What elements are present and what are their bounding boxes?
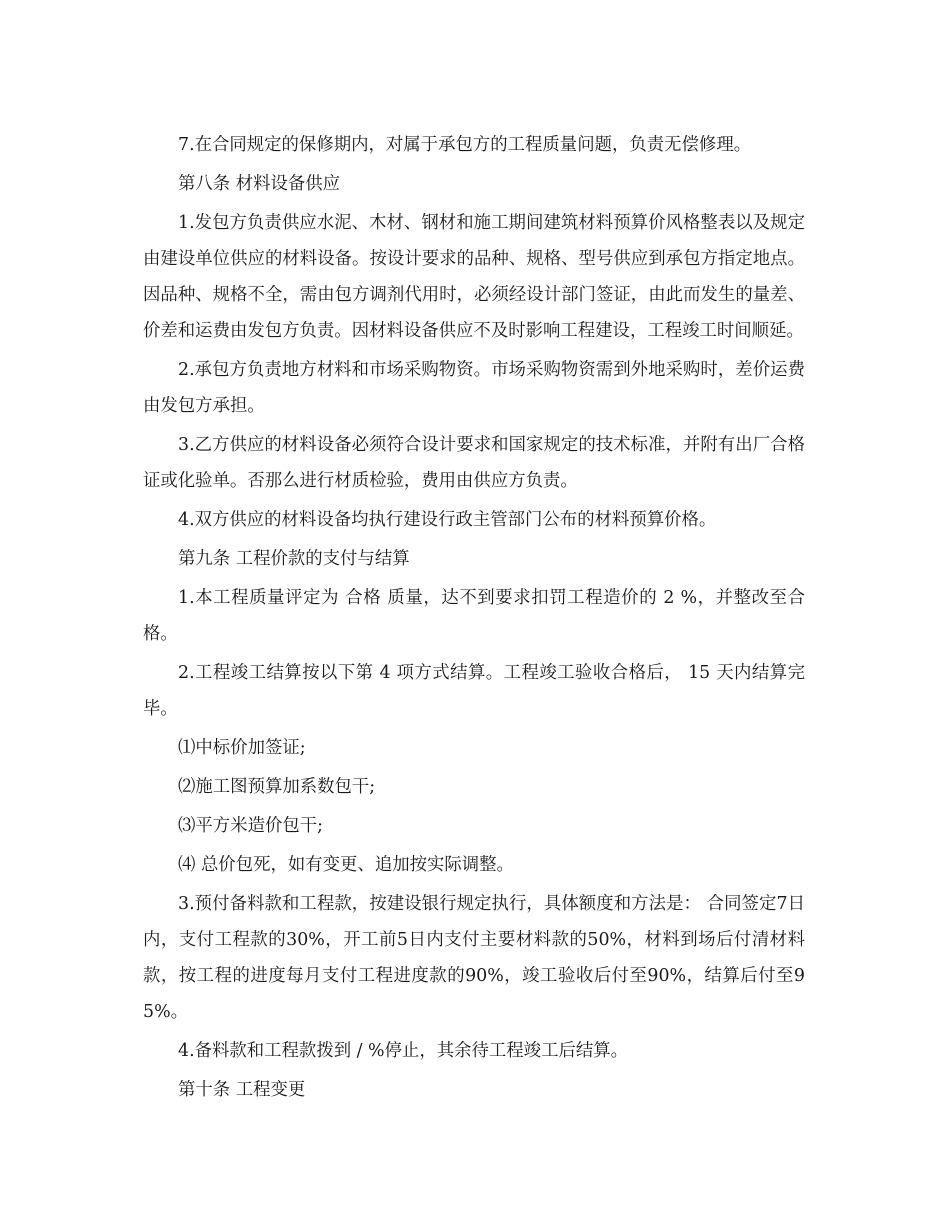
article-8-clause-4: 4.双方供应的材料设备均执行建设行政主管部门公布的材料预算价格。 <box>178 510 717 530</box>
settlement-option-4: ⑷ 总价包死，如有变更、追加按实际调整。 <box>178 855 514 875</box>
article-8-clause-2: 2.承包方负责地方材料和市场采购物资。市场采购物资需到外地采购时，差价运费由发包方承担。 <box>143 360 805 416</box>
article-8-heading: 第八条 材料设备供应 <box>178 174 341 194</box>
article-9-clause-2: 2.工程竣工结算按以下第 4 项方式结算。工程竣工验收合格后， 15 天内结算完毕。 <box>143 663 805 719</box>
settlement-option-2: ⑵施工图预算加系数包干; <box>178 777 376 797</box>
settlement-option-1: ⑴中标价加签证; <box>178 738 306 758</box>
article-10-heading: 第十条 工程变更 <box>178 1080 306 1100</box>
document-body <box>143 127 805 1111</box>
article-9-clause-3: 3.预付备料款和工程款，按建设银行规定执行，具体额度和方法是： 合同签定7日内，支付工程款的30%，开工前5日内支付主要材料款的50%，材料到场后付清材料款，按工程的进度每月支付工程进度款的90%，竣工验收后付至90%，结算后付至95%。 <box>143 894 805 1022</box>
clause-7-warranty-repair: 7.在合同规定的保修期内，对属于承包方的工程质量问题，负责无偿修理。 <box>178 135 752 155</box>
article-9-clause-1: 1.本工程质量评定为 合格 质量，达不到要求扣罚工程造价的 2 %，并整改至合格。 <box>143 588 805 644</box>
settlement-option-3: ⑶平方米造价包干; <box>178 816 323 836</box>
article-9-heading: 第九条 工程价款的支付与结算 <box>178 549 410 569</box>
article-8-clause-3: 3.乙方供应的材料设备必须符合设计要求和国家规定的技术标准，并附有出厂合格证或化验单。否那么进行材质检验，费用由供应方负责。 <box>143 435 805 491</box>
article-8-clause-1: 1.发包方负责供应水泥、木材、钢材和施工期间建筑材料预算价风格整表以及规定由建设单位供应的材料设备。按设计要求的品种、规格、型号供应到承包方指定地点。因品种、规格不全，需由包方调剂代用时，必须经设计部门签证，由此而发生的量差、价差和运费由发包方负责。因材料设备供应不及时影响工程建设，工程竣工时间顺延。 <box>143 213 805 341</box>
article-9-clause-4: 4.备料款和工程款拨到 / %停止，其余待工程竣工后结算。 <box>178 1041 629 1061</box>
